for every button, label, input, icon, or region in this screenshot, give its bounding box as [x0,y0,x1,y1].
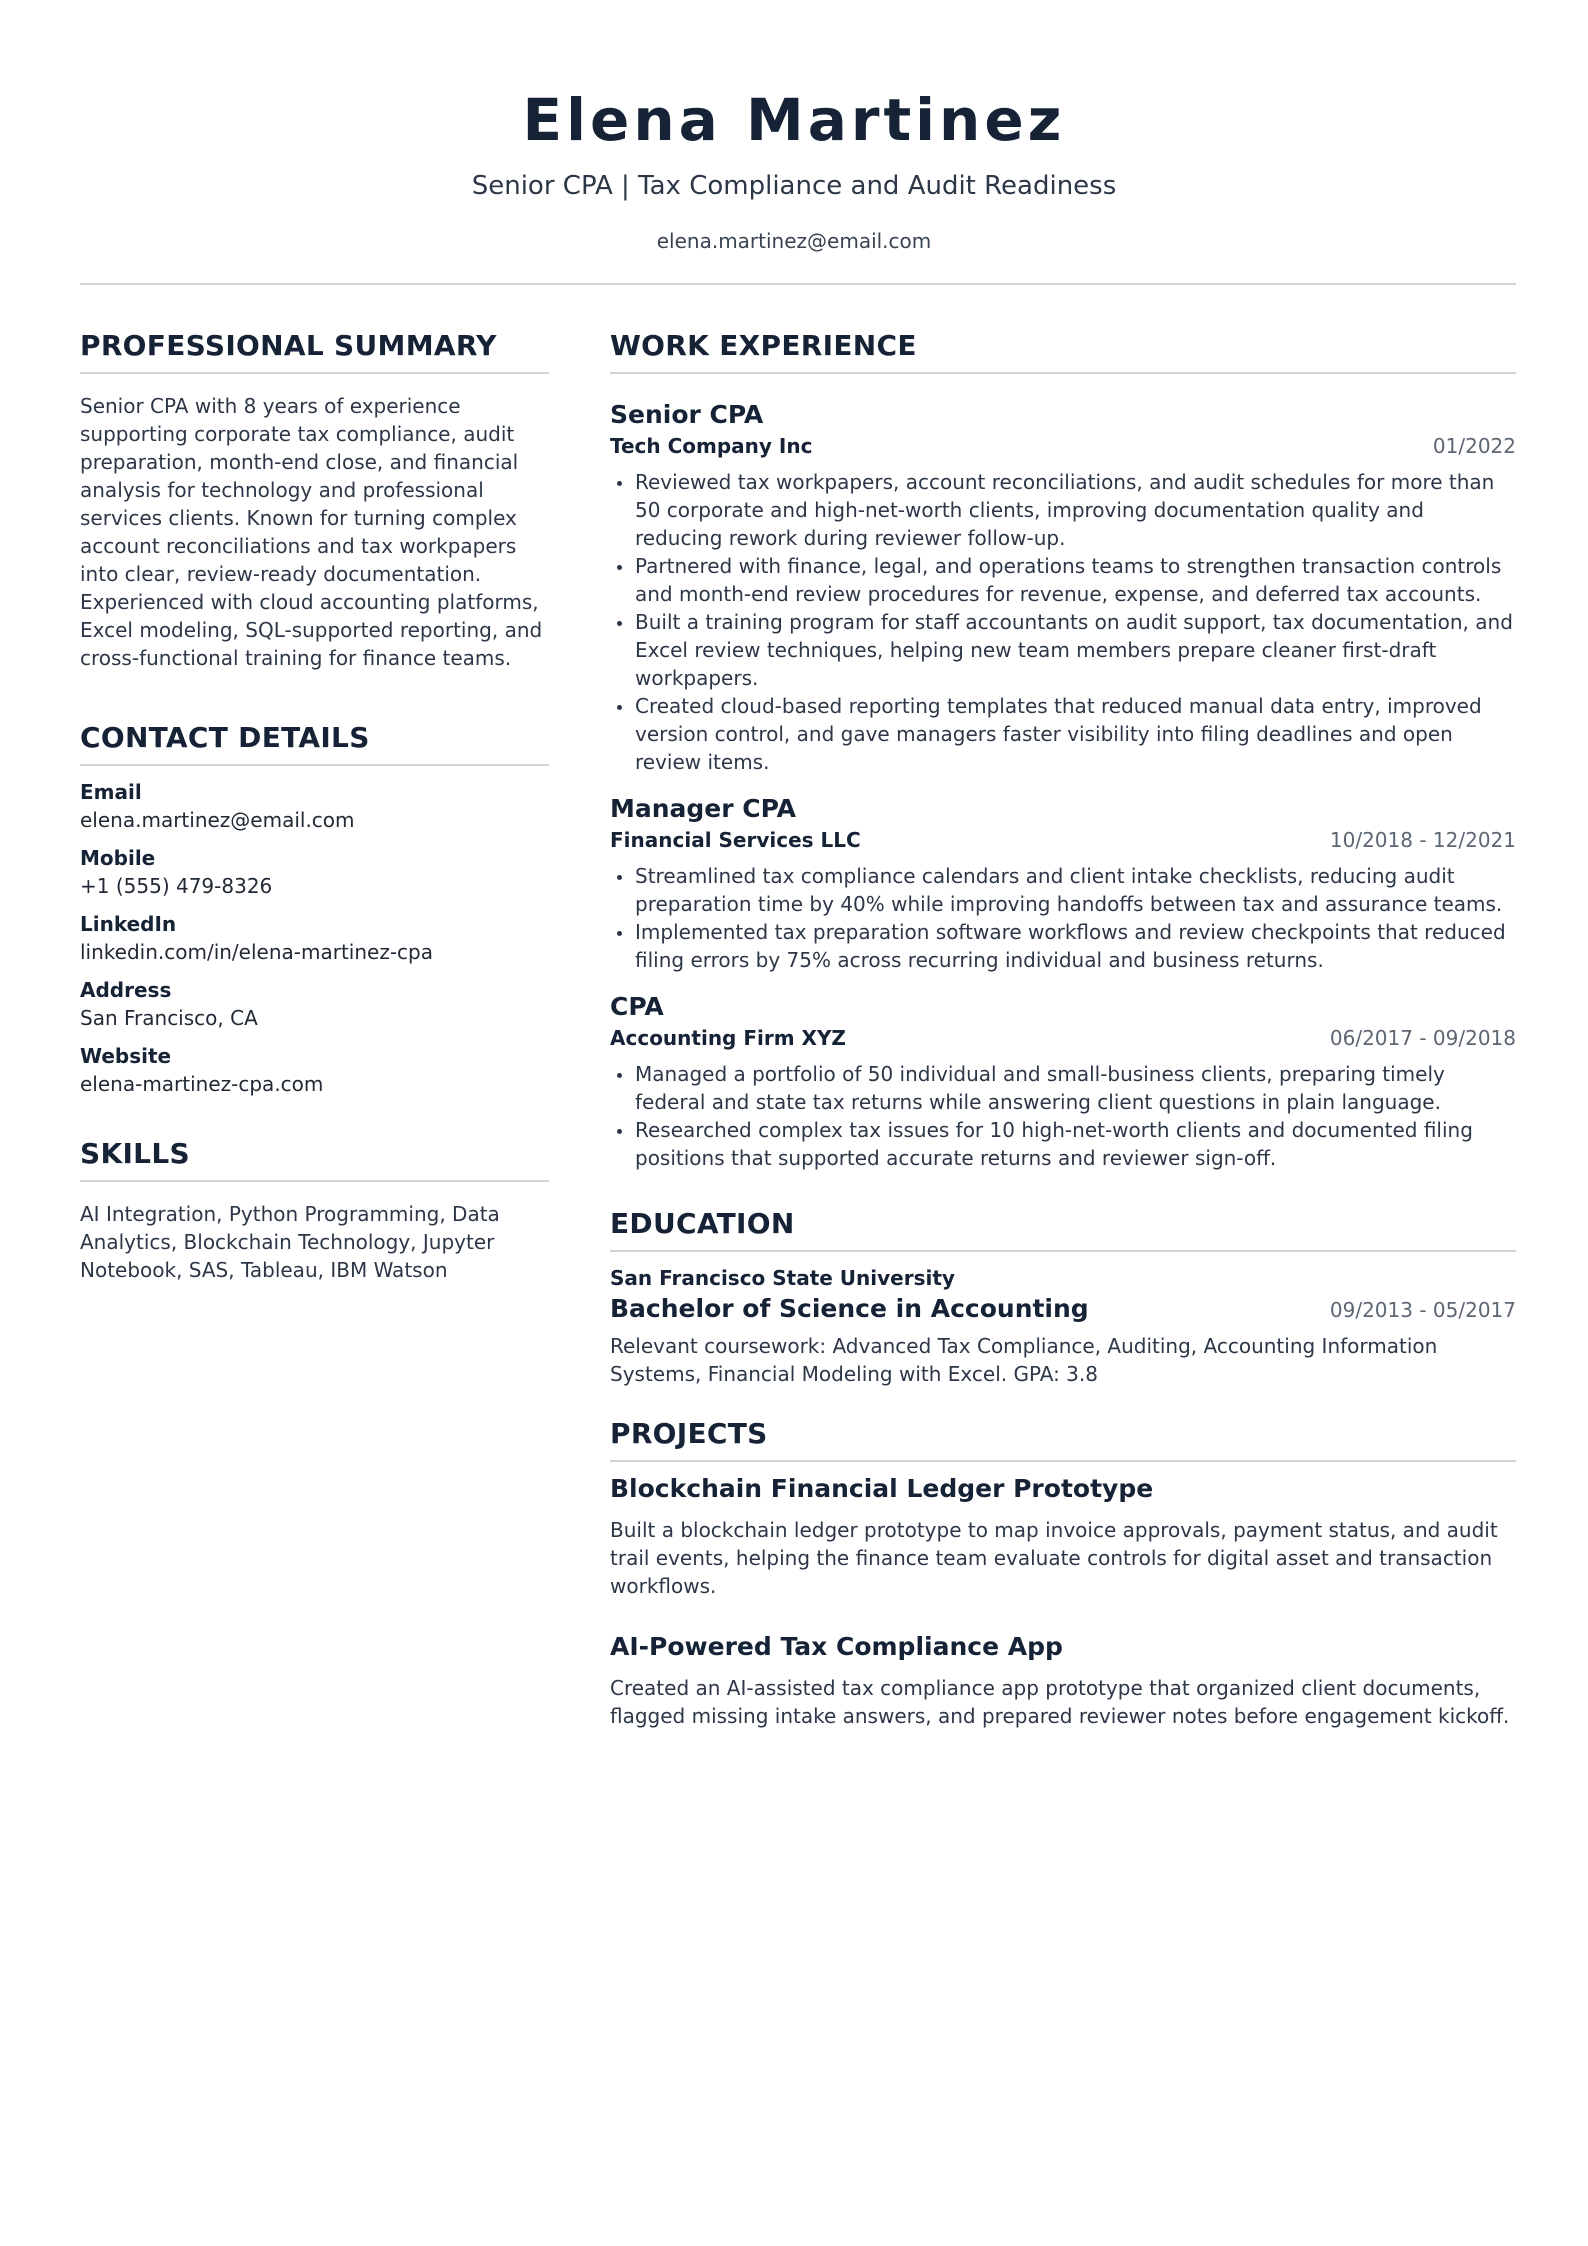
project-entry [610,1472,1516,1600]
job-meta [610,432,1516,460]
job-title: CPA [610,992,664,1021]
job-company: Tech Company Inc [610,434,813,458]
contact-section [80,712,549,1098]
project-title: AI-Powered Tax Compliance App [610,1632,1063,1661]
job-entry [610,398,1516,776]
skills-title: SKILLS [80,1137,190,1170]
project-entry [610,1630,1516,1730]
project-text: Created an AI-assisted tax compliance app prototype that organized client documents, flagged missing intake answers, and prepared reviewer notes before engagement kickoff. [610,1676,1510,1728]
left-column [80,320,549,1284]
contact-label: LinkedIn [80,912,177,936]
experience-title: WORK EXPERIENCE [610,329,917,362]
contact-website-value[interactable]: elena-martinez-cpa.com [80,1072,324,1096]
experience-section [610,320,1516,1172]
contact-email [80,778,549,834]
job-bullet: Implemented tax preparation software workflows and review checkpoints that reduced filing errors by 75% across recurring individual and business returns. [610,918,1516,974]
job-dates: 01/2022 [1432,434,1516,458]
contact-website [80,1042,549,1098]
job-meta [610,1024,1516,1052]
contact-label: Website [80,1044,172,1068]
projects-title: PROJECTS [610,1417,768,1450]
job-dates: 06/2017 - 09/2018 [1329,1026,1516,1050]
contact-divider [80,764,549,766]
projects-section [610,1408,1516,1730]
job-bullets [610,468,1516,776]
summary-section [80,320,549,672]
job-bullet: Researched complex tax issues for 10 high-net-worth clients and documented filing positions that supported accurate returns and reviewer sign-off. [610,1116,1516,1172]
contact-title: CONTACT DETAILS [80,721,370,754]
contact-address-value: San Francisco, CA [80,1006,258,1030]
job-company: Financial Services LLC [610,828,861,852]
skills-section [80,1128,549,1284]
education-section [610,1198,1516,1388]
job-title: Senior CPA [610,400,764,429]
contact-address [80,976,549,1032]
contact-label: Address [80,978,172,1002]
summary-title: PROFESSIONAL SUMMARY [80,329,497,362]
contact-mobile [80,844,549,900]
job-bullets [610,1060,1516,1172]
header-divider [80,283,1516,285]
education-school: San Francisco State University [610,1266,955,1290]
skills-text: AI Integration, Python Programming, Data Analytics, Blockchain Technology, Jupyter Notebook, SAS, Tableau, IBM Watson [80,1202,500,1282]
contact-label: Mobile [80,846,156,870]
contact-linkedin [80,910,549,966]
education-dates: 09/2013 - 05/2017 [1329,1298,1516,1322]
job-bullet: Built a training program for staff accountants on audit support, tax documentation, and Excel review techniques, helping new team members prepare cleaner first-draft workpapers. [610,608,1516,692]
header-email: elena.martinez@email.com [656,229,932,253]
candidate-headline: Senior CPA | Tax Compliance and Audit Readiness [471,171,1117,201]
job-company: Accounting Firm XYZ [610,1026,846,1050]
job-dates: 10/2018 - 12/2021 [1329,828,1516,852]
job-bullet: Managed a portfolio of 50 individual and small-business clients, preparing timely federal and state tax returns while answering client questions in plain language. [610,1060,1516,1116]
job-entry [610,990,1516,1172]
summary-text: Senior CPA with 8 years of experience supporting corporate tax compliance, audit preparation, month-end close, and financial analysis for technology and professional services clients. Known for turning complex account reconciliations and tax workpapers into clear, review-ready documentation. Experienced with cloud accounting platforms, Excel modeling, SQL-supported reporting, and cross-functional training for finance teams. [80,394,543,670]
job-bullets [610,862,1516,974]
education-details: Relevant coursework: Advanced Tax Compliance, Auditing, Accounting Information Systems, Financial Modeling with Excel. GPA: 3.8 [610,1334,1438,1386]
job-bullet: Partnered with finance, legal, and operations teams to strengthen transaction controls and month-end review procedures for revenue, expense, and deferred tax accounts. [610,552,1516,608]
education-degree: Bachelor of Science in Accounting [610,1294,1089,1323]
job-bullet: Created cloud-based reporting templates that reduced manual data entry, improved version control, and gave managers faster visibility into filing deadlines and open review items. [610,692,1516,776]
project-title: Blockchain Financial Ledger Prototype [610,1474,1154,1503]
project-text: Built a blockchain ledger prototype to map invoice approvals, payment status, and audit trail events, helping the finance team evaluate controls for digital asset and transaction workflows. [610,1518,1498,1598]
summary-divider [80,372,549,374]
education-divider [610,1250,1516,1252]
experience-divider [610,372,1516,374]
education-title: EDUCATION [610,1207,795,1240]
contact-email-value[interactable]: elena.martinez@email.com [80,808,355,832]
candidate-name: Elena Martinez [522,86,1066,154]
projects-divider [610,1460,1516,1462]
education-meta [610,1292,1516,1326]
job-title: Manager CPA [610,794,797,823]
right-column [610,320,1516,1730]
skills-divider [80,1180,549,1182]
job-bullet: Reviewed tax workpapers, account reconciliations, and audit schedules for more than 50 corporate and high-net-worth clients, improving documentation quality and reducing rework during reviewer follow-up. [610,468,1516,552]
contact-mobile-value[interactable]: +1 (555) 479-8326 [80,874,273,898]
job-bullet: Streamlined tax compliance calendars and client intake checklists, reducing audit preparation time by 40% while improving handoffs between tax and assurance teams. [610,862,1516,918]
job-entry [610,792,1516,974]
contact-label: Email [80,780,142,804]
job-meta [610,826,1516,854]
contact-linkedin-value[interactable]: linkedin.com/in/elena-martinez-cpa [80,940,433,964]
